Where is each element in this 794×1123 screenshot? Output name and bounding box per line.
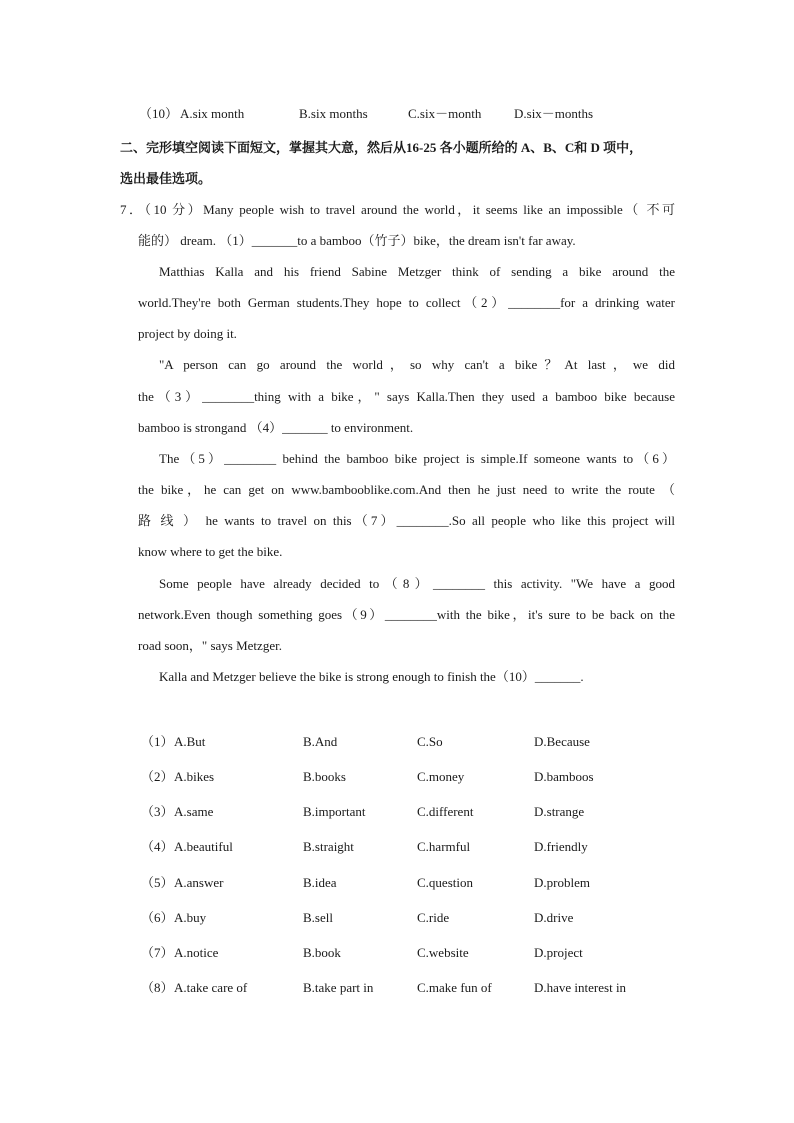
option-a: A.answer <box>174 875 224 890</box>
option-d: D.drive <box>534 910 574 925</box>
option-d: D.have interest in <box>534 980 627 995</box>
passage-line: network.Even though something goes（9）________with the bike，it's sure to be back on the <box>138 607 675 622</box>
option-b: B.books <box>303 769 346 784</box>
passage-line: 7．（10 分）Many people wish to travel around the world，it seems like an impossible（ 不可 <box>120 202 675 217</box>
passage-line: Kalla and Metzger believe the bike is strong enough to finish the（10）_______. <box>159 669 584 684</box>
passage-line: 路 线 ） he wants to travel on this（7）________.So all people who like this project will <box>138 513 675 528</box>
option-c: C.ride <box>417 910 450 925</box>
passage-line: project by doing it. <box>138 326 237 341</box>
passage-line: road soon，" says Metzger. <box>138 638 282 653</box>
option-d: D.friendly <box>534 839 588 854</box>
option-c: C.harmful <box>417 839 471 854</box>
option-a: A.take care of <box>174 980 248 995</box>
passage-line: The（5）________ behind the bamboo bike project is simple.If someone wants to（6） <box>159 451 675 466</box>
option-a: A.same <box>174 804 214 819</box>
option-d: D.bamboos <box>534 769 594 784</box>
option-number: （6） <box>141 910 174 925</box>
option-d: D.problem <box>534 875 590 890</box>
option-a: A.But <box>174 734 206 749</box>
option-a: A.bikes <box>174 769 215 784</box>
section-heading-cont: 选出最佳选项。 <box>120 171 212 186</box>
passage-line: the（3）________thing with a bike，" says Kalla.Then they used a bamboo bike because <box>138 389 675 404</box>
option-number: （4） <box>141 839 174 854</box>
passage-line: know where to get the bike. <box>138 544 283 559</box>
option-d: D.Because <box>534 734 590 749</box>
option-number: （8） <box>141 980 174 995</box>
option-b: B.idea <box>303 875 337 890</box>
option-b: B.important <box>303 804 366 819</box>
option-c: C.question <box>417 875 473 890</box>
option-a: A.notice <box>174 945 219 960</box>
option-a: A.buy <box>174 910 207 925</box>
option-c: C.make fun of <box>417 980 492 995</box>
passage-line: "A person can go around the world，so why can't a bike？At last，we did <box>159 357 675 372</box>
option-b: B.sell <box>303 910 333 925</box>
passage-line: the bike，he can get on www.bambooblike.com.And then he just need to write the route （ <box>138 482 675 497</box>
option-number: （2） <box>141 769 174 784</box>
option-d: D.six－months <box>514 106 594 121</box>
passage-line: world.They're both German students.They hope to collect（2）________for a drinking water <box>138 295 675 310</box>
option-b: B.take part in <box>303 980 374 995</box>
passage-line: bamboo is strongand （4）_______ to environment. <box>138 420 414 435</box>
option-b: B.And <box>303 734 338 749</box>
passage-line: Some people have already decided to（8）________ this activity. "We have a good <box>159 576 675 591</box>
option-c: C.different <box>417 804 474 819</box>
option-a: A.six month <box>180 106 245 121</box>
option-number: （10） <box>139 106 179 121</box>
option-number: （7） <box>141 945 174 960</box>
option-c: C.So <box>417 734 443 749</box>
option-number: （5） <box>141 875 174 890</box>
option-a: A.beautiful <box>174 839 233 854</box>
option-b: B.book <box>303 945 341 960</box>
section-heading: 二、完形填空阅读下面短文，掌握其大意，然后从16-25 各小题所给的 A、B、C和 D 项中， <box>120 140 643 155</box>
option-c: C.six－month <box>408 106 482 121</box>
option-number: （3） <box>141 804 174 819</box>
passage-line: Matthias Kalla and his friend Sabine Metzger think of sending a bike around the <box>159 264 675 279</box>
option-b: B.six months <box>299 106 368 121</box>
option-d: D.strange <box>534 804 585 819</box>
option-c: C.website <box>417 945 469 960</box>
passage-line: 能的） dream. （1）_______to a bamboo（竹子）bike，the dream isn't far away. <box>138 233 576 248</box>
option-c: C.money <box>417 769 465 784</box>
option-b: B.straight <box>303 839 354 854</box>
option-d: D.project <box>534 945 583 960</box>
option-number: （1） <box>141 734 174 749</box>
